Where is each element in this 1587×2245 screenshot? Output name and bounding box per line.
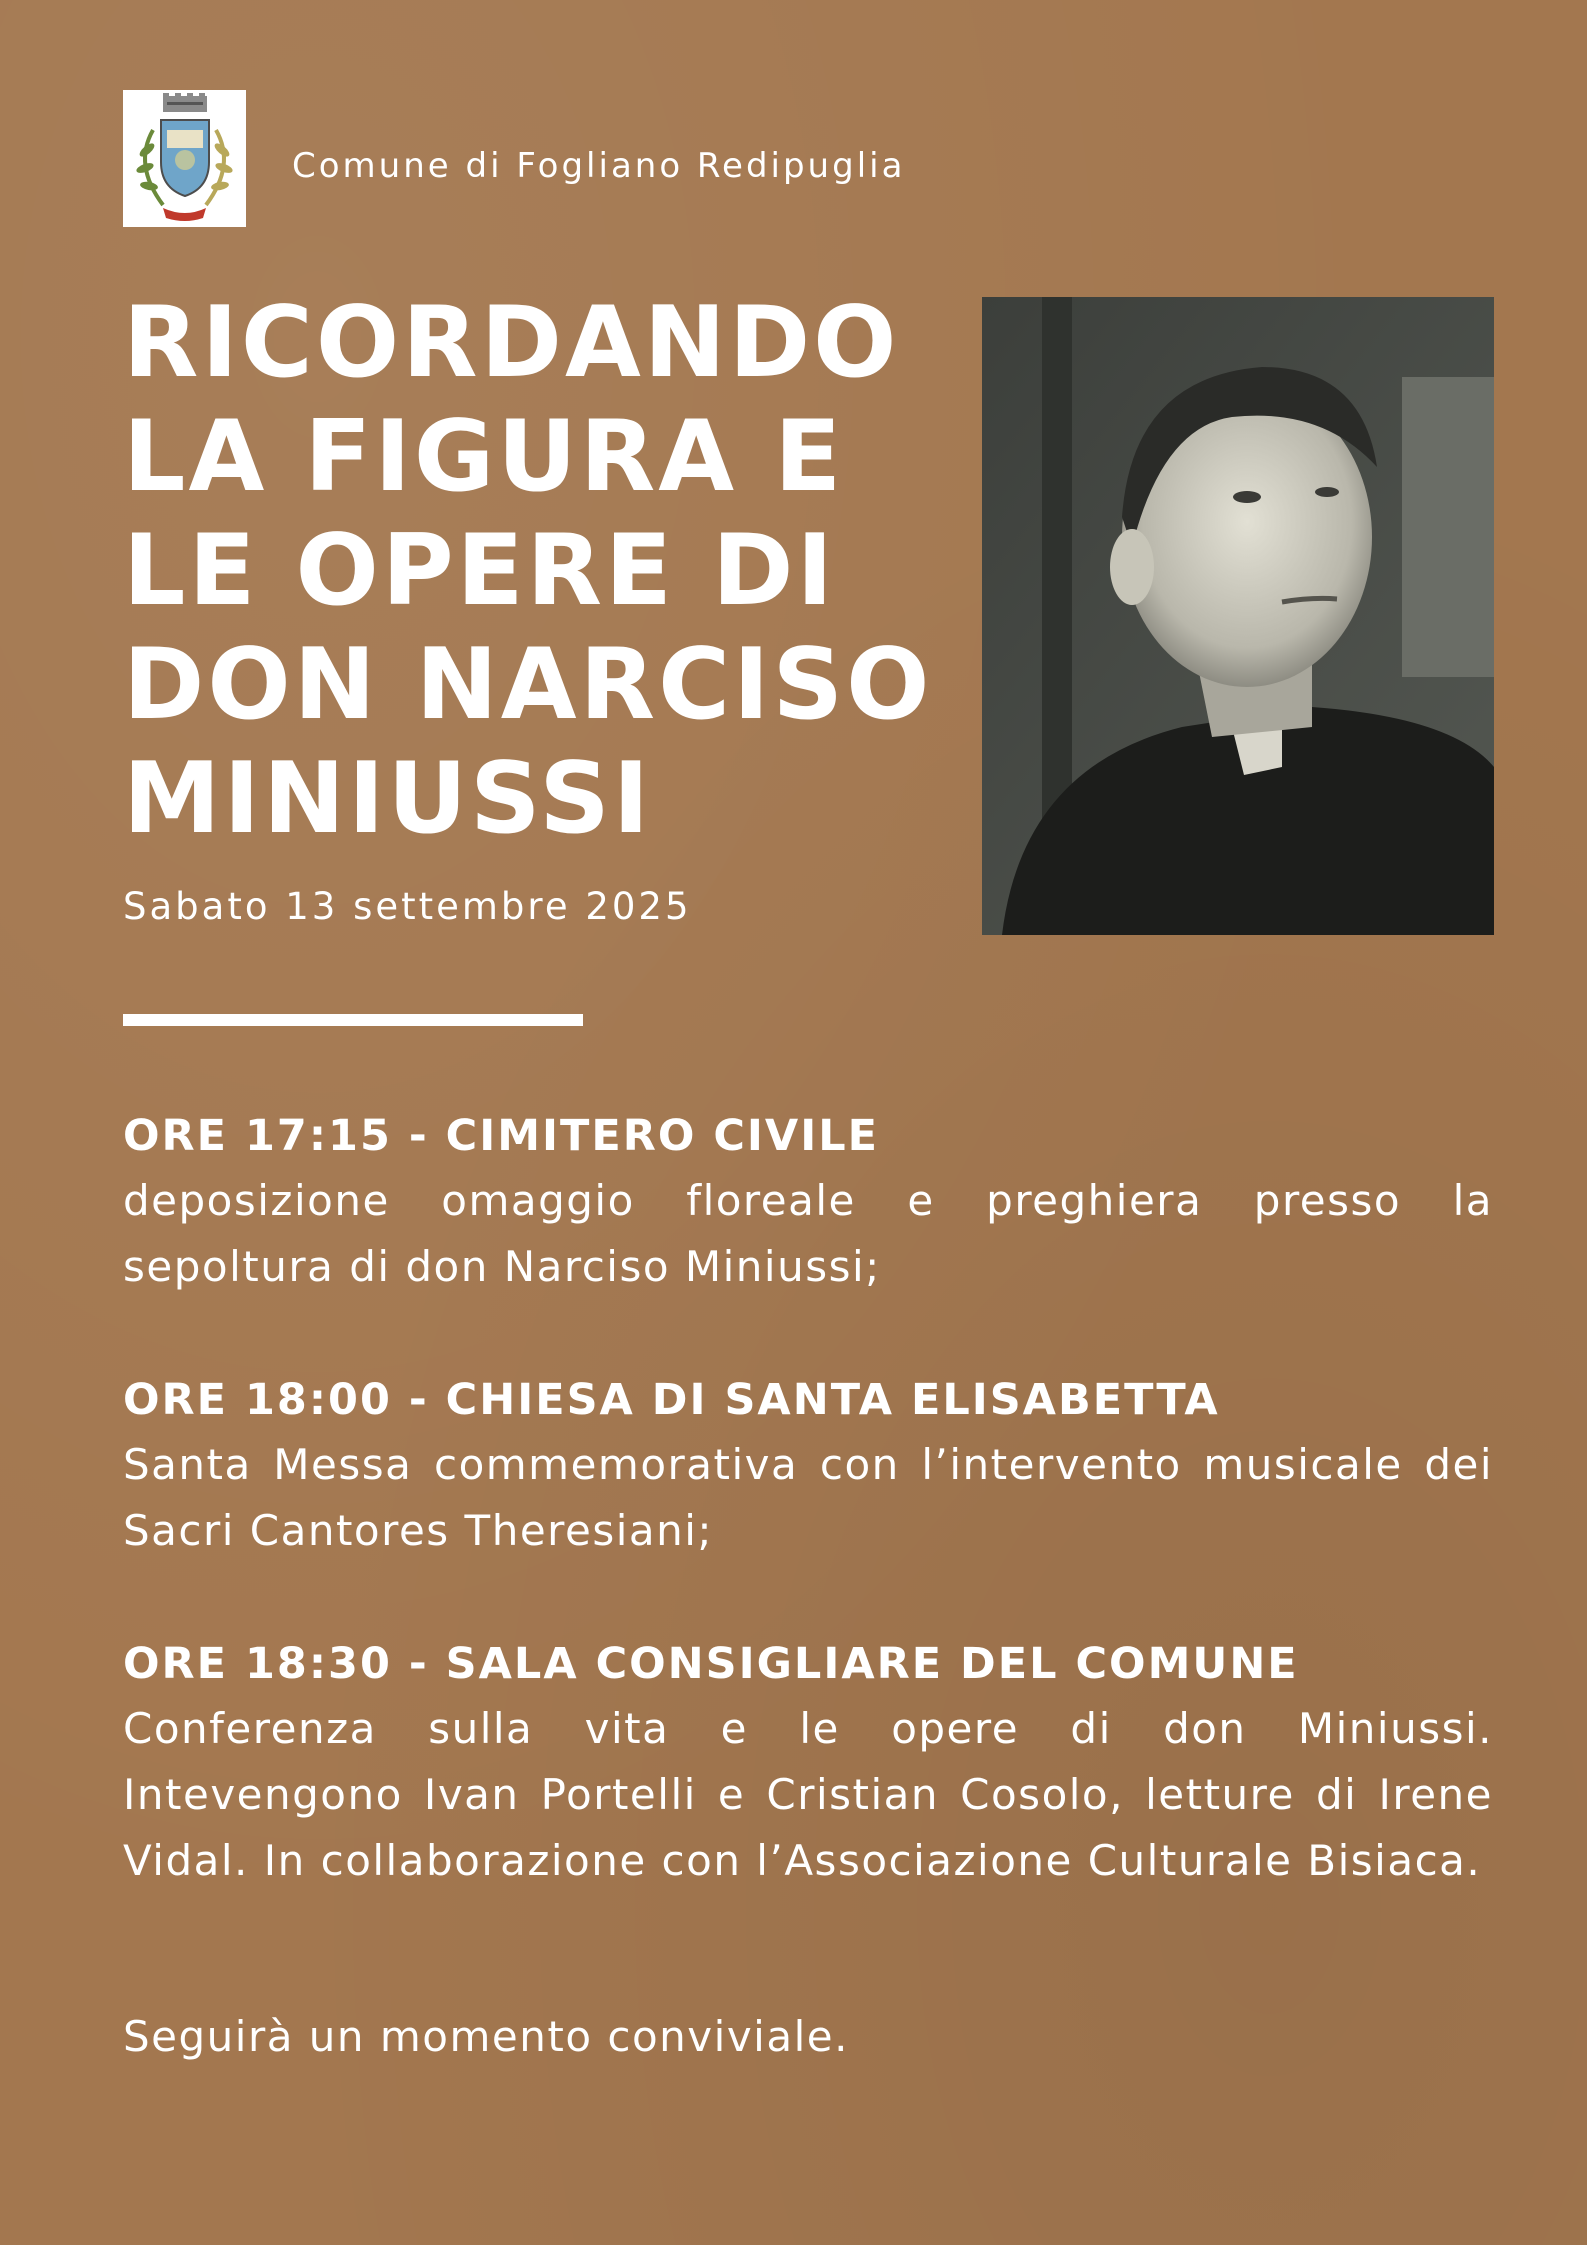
municipality-name: Comune di Fogliano Redipuglia [292, 146, 906, 186]
event-description: deposizione omaggio floreale e preghiera presso la sepoltura di don Narciso Miniussi; [123, 1176, 1493, 1291]
event-program [123, 1104, 1493, 1962]
divider [123, 1014, 583, 1026]
title-line: DON NARCISO [123, 628, 933, 742]
page-title [123, 286, 983, 856]
title-line: MINIUSSI [123, 742, 653, 856]
closing-note: Seguirà un momento conviviale. [123, 2012, 849, 2061]
portrait-photo [982, 297, 1494, 935]
event-description: Conferenza sulla vita e le opere di don Miniussi. Intevengono Ivan Portelli e Cristian Cosolo, letture di Irene Vidal. In collaborazione con l’Associazione Culturale Bisiaca. [123, 1704, 1493, 1885]
event-description: Santa Messa commemorativa con l’intervento musicale dei Sacri Cantores Theresiani; [123, 1440, 1493, 1555]
event-heading: ORE 17:15 - CIMITERO CIVILE [123, 1111, 879, 1161]
event-date: Sabato 13 settembre 2025 [123, 885, 692, 928]
event-item [123, 1632, 1493, 1894]
title-line: LA FIGURA E [123, 400, 845, 514]
coat-of-arms-icon [123, 90, 246, 227]
event-heading: ORE 18:00 - CHIESA DI SANTA ELISABETTA [123, 1375, 1220, 1425]
event-heading: ORE 18:30 - SALA CONSIGLIARE DEL COMUNE [123, 1639, 1299, 1689]
title-line: RICORDANDO [123, 286, 900, 400]
event-item [123, 1104, 1493, 1300]
title-line: LE OPERE DI [123, 514, 836, 628]
event-item [123, 1368, 1493, 1564]
